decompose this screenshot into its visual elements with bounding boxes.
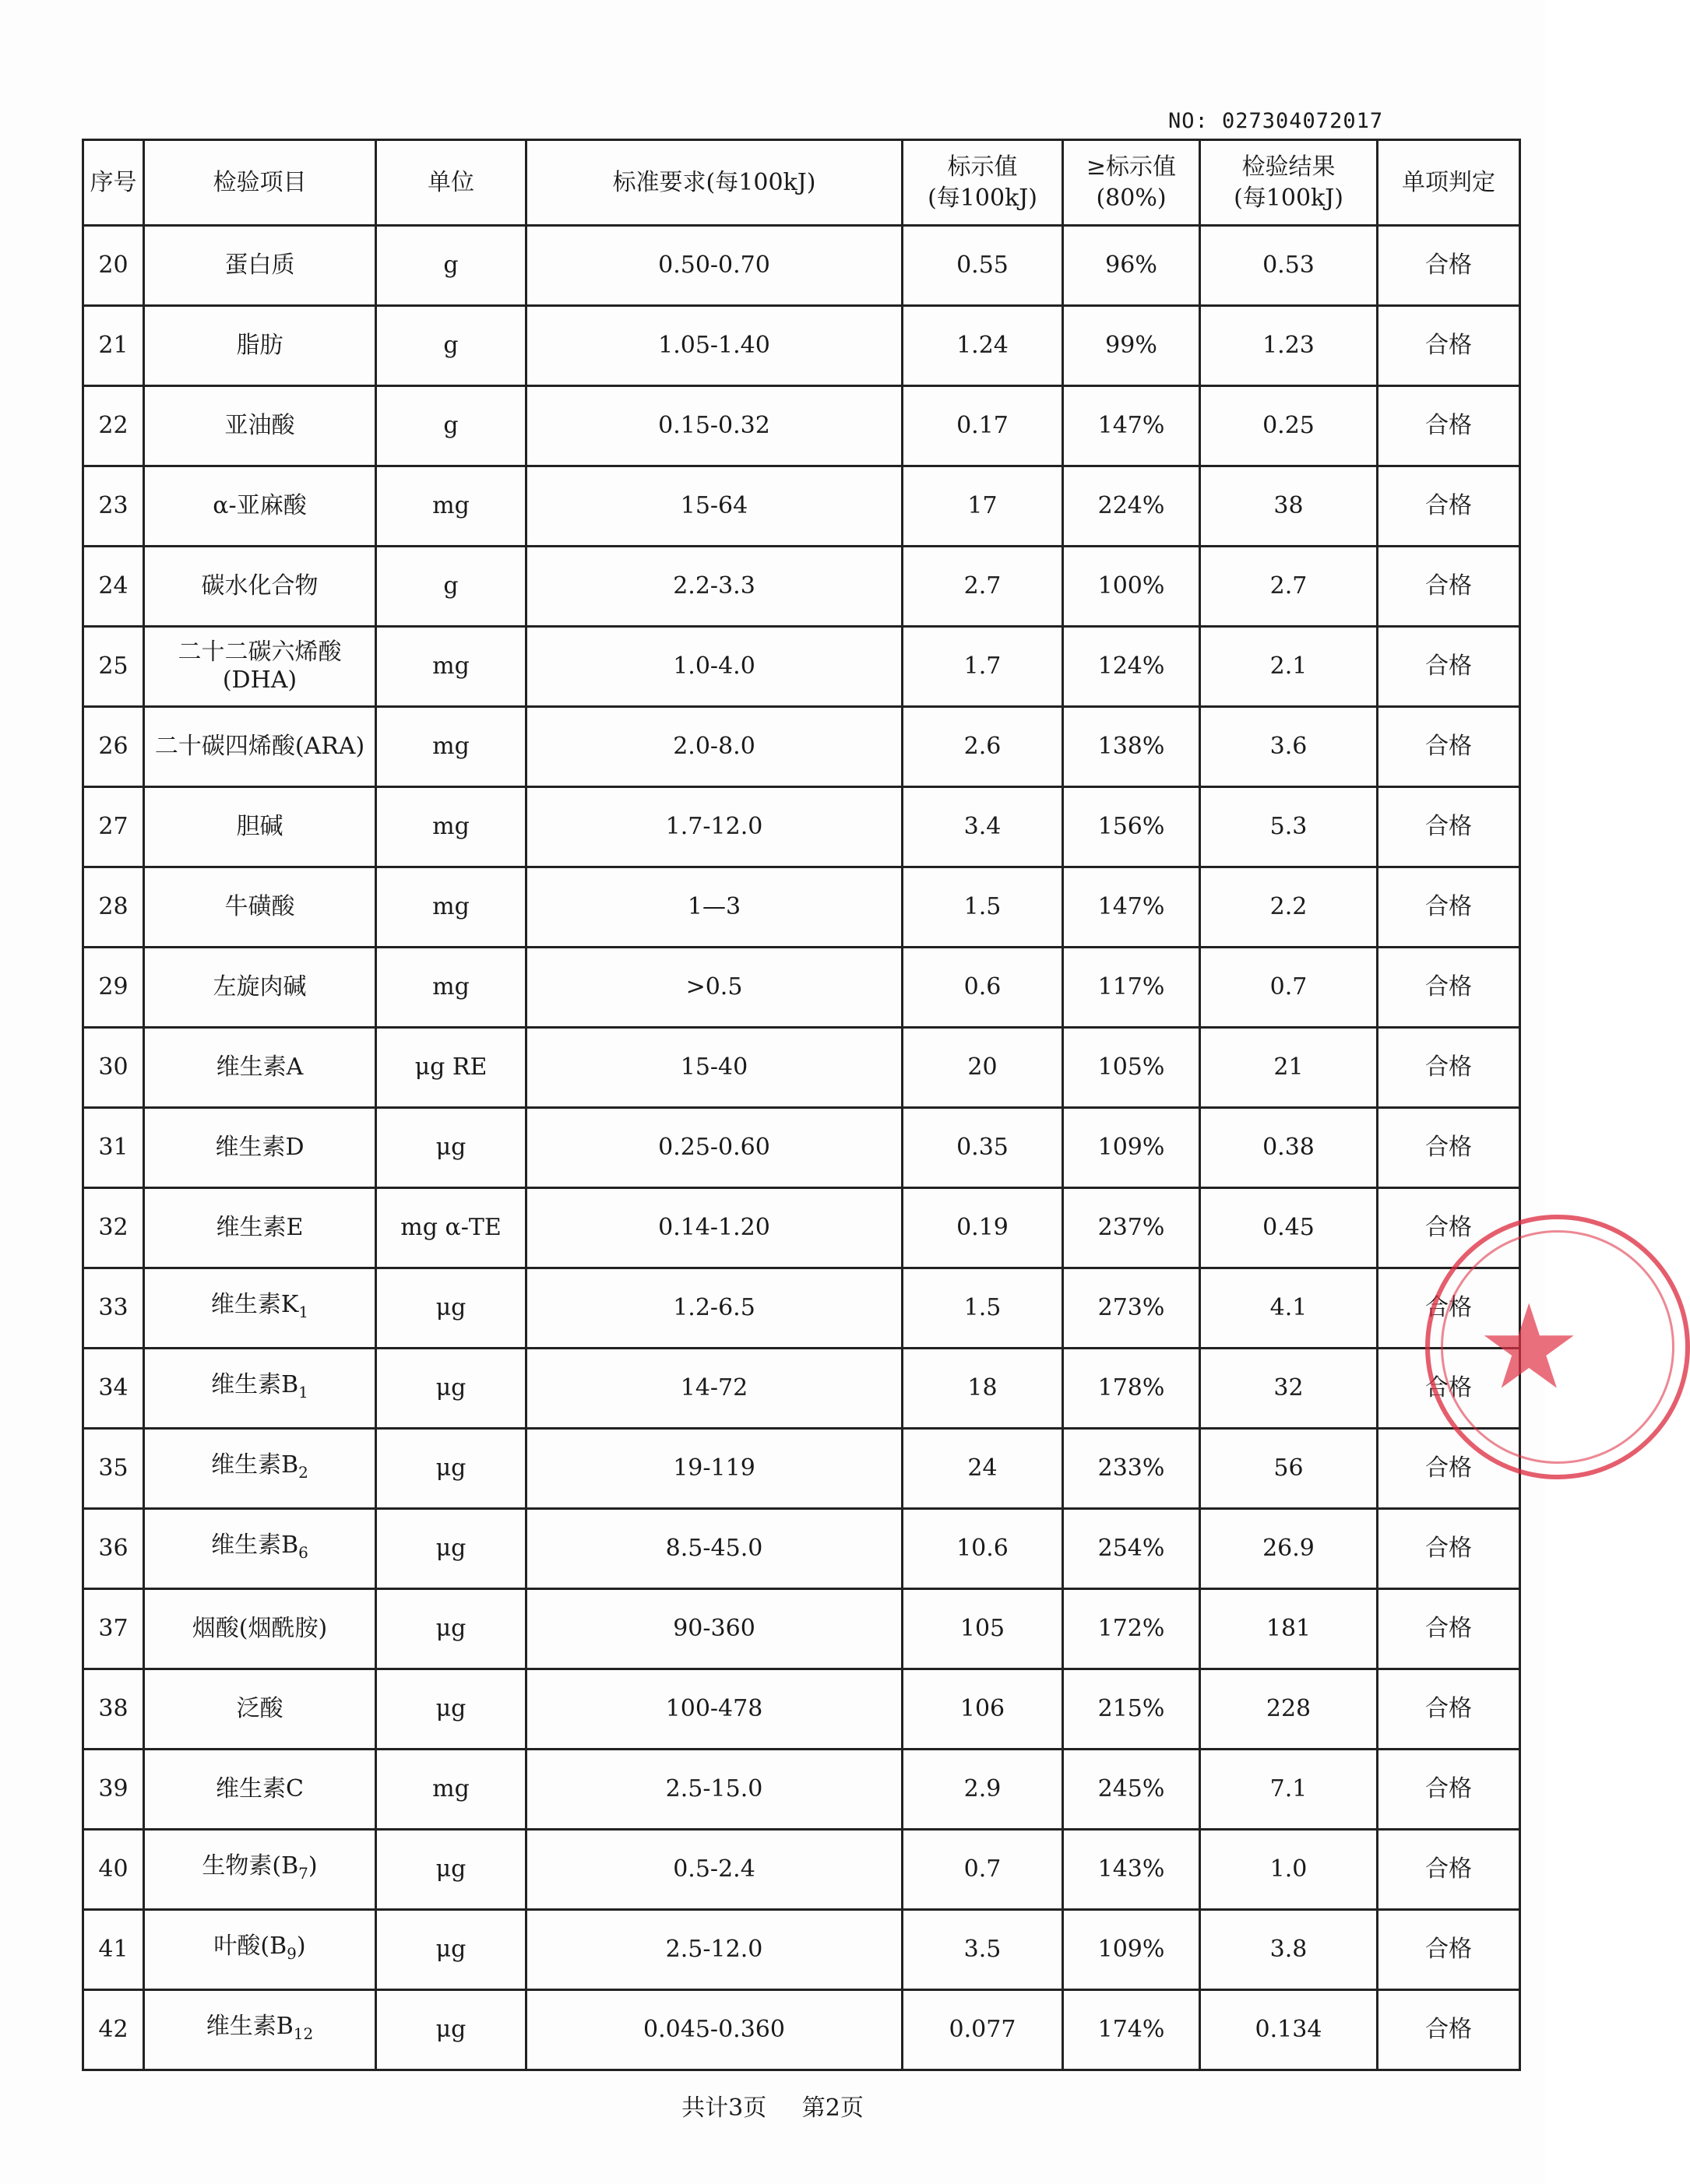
cell-result: 0.134 <box>1200 1990 1378 2070</box>
cell-judgement: 合格 <box>1378 547 1520 627</box>
cell-judgement: 合格 <box>1378 466 1520 547</box>
cell-item <box>144 466 376 547</box>
cell-item <box>144 948 376 1028</box>
cell-unit: μg <box>376 1429 526 1509</box>
cell-judgement: 合格 <box>1378 1589 1520 1669</box>
cell-standard: 8.5-45.0 <box>526 1509 903 1589</box>
cell-item <box>144 306 376 386</box>
cell-item <box>144 1990 376 2070</box>
cell-seq: 35 <box>83 1429 144 1509</box>
cell-judgement: 合格 <box>1378 1990 1520 2070</box>
item-name: 维生素K <box>210 1290 299 1318</box>
cell-labeled: 0.35 <box>903 1108 1063 1188</box>
table-row <box>83 547 1520 627</box>
cell-item <box>144 1589 376 1669</box>
table-row <box>83 1910 1520 1990</box>
cell-standard: 19-119 <box>526 1429 903 1509</box>
cell-standard: 100-478 <box>526 1669 903 1750</box>
cell-item <box>144 1750 376 1830</box>
cell-unit: μg <box>376 1589 526 1669</box>
table-row <box>83 627 1520 707</box>
cell-result: 0.25 <box>1200 386 1378 466</box>
cell-unit: μg <box>376 1990 526 2070</box>
header-result-line2: (每100kJ) <box>1234 184 1343 212</box>
table-body <box>83 226 1520 2070</box>
cell-seq: 36 <box>83 1509 144 1589</box>
cell-labeled: 0.19 <box>903 1188 1063 1268</box>
cell-standard: 0.15-0.32 <box>526 386 903 466</box>
cell-seq: 27 <box>83 787 144 867</box>
cell-labeled: 3.4 <box>903 787 1063 867</box>
cell-judgement: 合格 <box>1378 1108 1520 1188</box>
item-name: 泛酸 <box>236 1695 283 1722</box>
table-row <box>83 1990 1520 2070</box>
cell-result: 0.53 <box>1200 226 1378 306</box>
cell-judgement: 合格 <box>1378 1429 1520 1509</box>
cell-item <box>144 1830 376 1910</box>
cell-item <box>144 707 376 787</box>
cell-seq: 28 <box>83 867 144 948</box>
footer-current-page: 第2页 <box>801 2094 864 2122</box>
cell-labeled: 0.6 <box>903 948 1063 1028</box>
cell-result: 32 <box>1200 1349 1378 1429</box>
cell-unit: μg RE <box>376 1028 526 1108</box>
cell-standard: 2.0-8.0 <box>526 707 903 787</box>
cell-pct: 117% <box>1063 948 1200 1028</box>
cell-standard: 1.7-12.0 <box>526 787 903 867</box>
item-name: 碳水化合物 <box>201 572 319 600</box>
item-name: 维生素B <box>211 1531 299 1559</box>
cell-seq: 20 <box>83 226 144 306</box>
cell-item <box>144 226 376 306</box>
cell-pct: 109% <box>1063 1108 1200 1188</box>
cell-item <box>144 1669 376 1750</box>
cell-labeled: 17 <box>903 466 1063 547</box>
cell-result: 0.38 <box>1200 1108 1378 1188</box>
cell-pct: 100% <box>1063 547 1200 627</box>
cell-pct: 254% <box>1063 1509 1200 1589</box>
cell-result: 0.45 <box>1200 1188 1378 1268</box>
item-name: 左旋肉碱 <box>213 973 307 1001</box>
cell-standard: 1.0-4.0 <box>526 627 903 707</box>
inspection-table <box>82 139 1521 2071</box>
table-row <box>83 386 1520 466</box>
cell-unit: mg <box>376 787 526 867</box>
cell-judgement: 合格 <box>1378 1188 1520 1268</box>
cell-item <box>144 1509 376 1589</box>
cell-result: 3.8 <box>1200 1910 1378 1990</box>
cell-result: 4.1 <box>1200 1268 1378 1349</box>
cell-result: 2.2 <box>1200 867 1378 948</box>
cell-judgement: 合格 <box>1378 627 1520 707</box>
cell-unit: μg <box>376 1830 526 1910</box>
cell-pct: 215% <box>1063 1669 1200 1750</box>
cell-labeled: 20 <box>903 1028 1063 1108</box>
cell-standard: 1.2-6.5 <box>526 1268 903 1349</box>
cell-item <box>144 1268 376 1349</box>
cell-seq: 41 <box>83 1910 144 1990</box>
header-pct <box>1063 140 1200 226</box>
table-row <box>83 1669 1520 1750</box>
table-row <box>83 707 1520 787</box>
cell-pct: 224% <box>1063 466 1200 547</box>
cell-pct: 147% <box>1063 867 1200 948</box>
cell-standard: 2.5-15.0 <box>526 1750 903 1830</box>
item-name: 胆碱 <box>236 813 283 840</box>
item-name: 维生素A <box>216 1053 304 1081</box>
cell-seq: 31 <box>83 1108 144 1188</box>
cell-judgement: 合格 <box>1378 1830 1520 1910</box>
cell-judgement: 合格 <box>1378 707 1520 787</box>
cell-unit: mg <box>376 466 526 547</box>
item-name: 叶酸(B <box>213 1932 287 1960</box>
cell-labeled: 18 <box>903 1349 1063 1429</box>
cell-labeled: 2.9 <box>903 1750 1063 1830</box>
cell-pct: 143% <box>1063 1830 1200 1910</box>
cell-pct: 178% <box>1063 1349 1200 1429</box>
star-icon: ★ <box>1477 1280 1582 1416</box>
cell-standard: 1.05-1.40 <box>526 306 903 386</box>
cell-seq: 22 <box>83 386 144 466</box>
cell-pct: 245% <box>1063 1750 1200 1830</box>
cell-judgement: 合格 <box>1378 948 1520 1028</box>
cell-seq: 23 <box>83 466 144 547</box>
cell-seq: 38 <box>83 1669 144 1750</box>
cell-standard: 2.5-12.0 <box>526 1910 903 1990</box>
cell-result: 26.9 <box>1200 1509 1378 1589</box>
cell-labeled: 2.6 <box>903 707 1063 787</box>
header-pct-line2: (80%) <box>1096 184 1167 212</box>
header-pct-line1: ≥标示值 <box>1086 153 1177 181</box>
table-row <box>83 1349 1520 1429</box>
cell-judgement: 合格 <box>1378 1750 1520 1830</box>
cell-standard: 14-72 <box>526 1349 903 1429</box>
cell-judgement: 合格 <box>1378 867 1520 948</box>
footer-total-pages: 共计3页 <box>681 2094 767 2122</box>
item-name: 烟酸(烟酰胺) <box>192 1615 328 1642</box>
cell-item <box>144 787 376 867</box>
item-tail: ) <box>308 1852 318 1880</box>
cell-unit: mg <box>376 627 526 707</box>
cell-item <box>144 867 376 948</box>
cell-standard: 0.14-1.20 <box>526 1188 903 1268</box>
header-standard: 标准要求(每100kJ) <box>526 140 903 226</box>
cell-labeled: 0.17 <box>903 386 1063 466</box>
cell-seq: 34 <box>83 1349 144 1429</box>
table-row <box>83 466 1520 547</box>
cell-result: 38 <box>1200 466 1378 547</box>
cell-judgement: 合格 <box>1378 1910 1520 1990</box>
table-row <box>83 1188 1520 1268</box>
table-row <box>83 226 1520 306</box>
table-row <box>83 787 1520 867</box>
cell-pct: 124% <box>1063 627 1200 707</box>
cell-seq: 26 <box>83 707 144 787</box>
cell-labeled: 3.5 <box>903 1910 1063 1990</box>
cell-unit: μg <box>376 1669 526 1750</box>
cell-labeled: 10.6 <box>903 1509 1063 1589</box>
cell-item <box>144 1028 376 1108</box>
cell-pct: 156% <box>1063 787 1200 867</box>
header-judgement: 单项判定 <box>1378 140 1520 226</box>
table-row <box>83 306 1520 386</box>
cell-pct: 138% <box>1063 707 1200 787</box>
item-name: 维生素B <box>211 1451 299 1479</box>
cell-standard: 0.5-2.4 <box>526 1830 903 1910</box>
cell-result: 228 <box>1200 1669 1378 1750</box>
table-row <box>83 1830 1520 1910</box>
cell-labeled: 2.7 <box>903 547 1063 627</box>
cell-labeled: 0.55 <box>903 226 1063 306</box>
cell-unit: g <box>376 226 526 306</box>
cell-unit: mg <box>376 948 526 1028</box>
cell-item <box>144 627 376 707</box>
cell-seq: 21 <box>83 306 144 386</box>
cell-seq: 39 <box>83 1750 144 1830</box>
cell-labeled: 0.077 <box>903 1990 1063 2070</box>
cell-unit: μg <box>376 1108 526 1188</box>
table-row <box>83 1268 1520 1349</box>
cell-labeled: 0.7 <box>903 1830 1063 1910</box>
cell-result: 181 <box>1200 1589 1378 1669</box>
cell-seq: 42 <box>83 1990 144 2070</box>
cell-unit: μg <box>376 1268 526 1349</box>
cell-seq: 33 <box>83 1268 144 1349</box>
cell-standard: 2.2-3.3 <box>526 547 903 627</box>
cell-unit: mg <box>376 1750 526 1830</box>
item-name: 亚油酸 <box>224 412 295 439</box>
header-labeled-line1: 标示值 <box>947 153 1018 181</box>
header-labeled-line2: (每100kJ) <box>928 184 1037 212</box>
item-name: 牛磺酸 <box>224 893 295 920</box>
cell-result: 2.7 <box>1200 547 1378 627</box>
cell-unit: g <box>376 306 526 386</box>
cell-judgement: 合格 <box>1378 1028 1520 1108</box>
cell-standard: 0.25-0.60 <box>526 1108 903 1188</box>
cell-result: 5.3 <box>1200 787 1378 867</box>
item-name: 二十二碳六烯酸 <box>178 638 342 666</box>
cell-unit: μg <box>376 1509 526 1589</box>
cell-labeled: 1.7 <box>903 627 1063 707</box>
table-header-row <box>83 140 1520 226</box>
header-result <box>1200 140 1378 226</box>
cell-judgement: 合格 <box>1378 1669 1520 1750</box>
item-name: 脂肪 <box>236 332 283 359</box>
cell-pct: 105% <box>1063 1028 1200 1108</box>
table-row <box>83 1509 1520 1589</box>
cell-result: 1.23 <box>1200 306 1378 386</box>
cell-labeled: 106 <box>903 1669 1063 1750</box>
cell-labeled: 1.5 <box>903 1268 1063 1349</box>
cell-result: 0.7 <box>1200 948 1378 1028</box>
cell-item <box>144 386 376 466</box>
cell-item <box>144 1108 376 1188</box>
cell-unit: g <box>376 547 526 627</box>
report-number: NO: 027304072017 <box>1168 109 1384 133</box>
cell-pct: 96% <box>1063 226 1200 306</box>
cell-standard: 90-360 <box>526 1589 903 1669</box>
header-unit: 单位 <box>376 140 526 226</box>
table-row <box>83 1028 1520 1108</box>
header-seq: 序号 <box>83 140 144 226</box>
cell-seq: 32 <box>83 1188 144 1268</box>
cell-result: 56 <box>1200 1429 1378 1509</box>
cell-item <box>144 1188 376 1268</box>
cell-unit: g <box>376 386 526 466</box>
inspection-stamp <box>1425 1215 1690 1479</box>
cell-unit: μg <box>376 1349 526 1429</box>
cell-seq: 24 <box>83 547 144 627</box>
cell-judgement: 合格 <box>1378 787 1520 867</box>
item-name: α-亚麻酸 <box>213 492 307 519</box>
cell-unit: mg α-TE <box>376 1188 526 1268</box>
cell-pct: 99% <box>1063 306 1200 386</box>
item-name: 维生素C <box>216 1775 304 1802</box>
header-labeled <box>903 140 1063 226</box>
item-name: 维生素B <box>211 1370 299 1398</box>
cell-seq: 30 <box>83 1028 144 1108</box>
page-footer <box>0 2088 1545 2122</box>
cell-unit: mg <box>376 867 526 948</box>
cell-standard: 0.50-0.70 <box>526 226 903 306</box>
header-result-line1: 检验结果 <box>1241 153 1336 181</box>
cell-pct: 174% <box>1063 1990 1200 2070</box>
table-row <box>83 1108 1520 1188</box>
cell-standard: 15-64 <box>526 466 903 547</box>
table-row <box>83 1429 1520 1509</box>
cell-standard: 0.045-0.360 <box>526 1990 903 2070</box>
cell-item <box>144 547 376 627</box>
cell-item <box>144 1429 376 1509</box>
item-name: 生物素(B <box>202 1852 299 1880</box>
table-row <box>83 1750 1520 1830</box>
cell-standard: 15-40 <box>526 1028 903 1108</box>
item-subscript: 1 <box>298 1382 308 1401</box>
item-name: 二十碳四烯酸(ARA) <box>154 733 365 760</box>
cell-labeled: 1.5 <box>903 867 1063 948</box>
cell-result: 7.1 <box>1200 1750 1378 1830</box>
item-subscript: 1 <box>298 1302 309 1321</box>
cell-unit: mg <box>376 707 526 787</box>
item-name: 蛋白质 <box>224 251 295 279</box>
cell-pct: 273% <box>1063 1268 1200 1349</box>
cell-pct: 237% <box>1063 1188 1200 1268</box>
item-name: 维生素D <box>215 1134 305 1161</box>
cell-pct: 233% <box>1063 1429 1200 1509</box>
cell-result: 1.0 <box>1200 1830 1378 1910</box>
item-tail: ) <box>296 1932 306 1960</box>
cell-labeled: 105 <box>903 1589 1063 1669</box>
cell-seq: 25 <box>83 627 144 707</box>
cell-result: 2.1 <box>1200 627 1378 707</box>
cell-standard: >0.5 <box>526 948 903 1028</box>
cell-result: 3.6 <box>1200 707 1378 787</box>
cell-seq: 40 <box>83 1830 144 1910</box>
cell-judgement: 合格 <box>1378 226 1520 306</box>
cell-standard: 1—3 <box>526 867 903 948</box>
cell-labeled: 24 <box>903 1429 1063 1509</box>
item-name: 维生素B <box>206 2012 294 2040</box>
item-subscript: 6 <box>298 1542 308 1562</box>
table-row <box>83 867 1520 948</box>
cell-judgement: 合格 <box>1378 306 1520 386</box>
cell-judgement: 合格 <box>1378 1509 1520 1589</box>
cell-judgement: 合格 <box>1378 1268 1520 1349</box>
cell-seq: 29 <box>83 948 144 1028</box>
item-name: 维生素E <box>216 1214 304 1241</box>
item-subscript: 2 <box>298 1462 308 1482</box>
cell-pct: 172% <box>1063 1589 1200 1669</box>
cell-pct: 109% <box>1063 1910 1200 1990</box>
cell-item <box>144 1349 376 1429</box>
item-subscript: 12 <box>293 2024 314 2043</box>
cell-judgement: 合格 <box>1378 1349 1520 1429</box>
cell-labeled: 1.24 <box>903 306 1063 386</box>
table-row <box>83 948 1520 1028</box>
cell-result: 21 <box>1200 1028 1378 1108</box>
item-subscript: 9 <box>287 1943 297 1963</box>
cell-judgement: 合格 <box>1378 386 1520 466</box>
cell-seq: 37 <box>83 1589 144 1669</box>
header-item: 检验项目 <box>144 140 376 226</box>
table-row <box>83 1589 1520 1669</box>
item-name-line2: (DHA) <box>222 666 298 694</box>
cell-item <box>144 1910 376 1990</box>
cell-pct: 147% <box>1063 386 1200 466</box>
item-subscript: 7 <box>298 1863 308 1883</box>
cell-unit: μg <box>376 1910 526 1990</box>
